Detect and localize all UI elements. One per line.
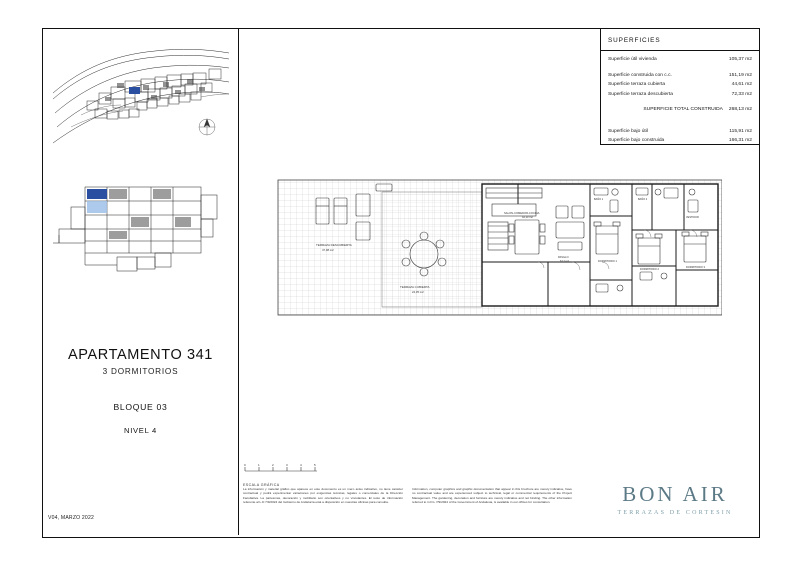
surface-label: Superficie útil vivienda — [608, 57, 657, 62]
table-row — [608, 55, 752, 65]
svg-text:24,35 m2: 24,35 m2 — [412, 290, 424, 294]
svg-text:PASILLO: PASILLO — [558, 256, 569, 259]
block-unit-secondary — [87, 201, 107, 213]
table-row — [608, 71, 752, 81]
logo-tagline: TERRAZAS DE CORTESIN — [617, 510, 733, 516]
svg-text:SALON-COMEDOR-COCINA: SALON-COMEDOR-COCINA — [504, 212, 540, 215]
surfaces-total-label: SUPERFICIE TOTAL CONSTRUIDA — [643, 107, 723, 112]
svg-text:2: 2 — [272, 463, 274, 467]
surface-value: 44,61 m2 — [731, 82, 752, 87]
svg-text:VESTIDOR: VESTIDOR — [686, 216, 699, 219]
floor-plan-drawing — [272, 170, 722, 325]
surface-label: Superficie bajo útil — [608, 128, 648, 134]
surface-label: Superficie terraza cubierta — [608, 82, 666, 87]
surface-value: 166,31 m2 — [728, 138, 752, 143]
left-column — [43, 29, 239, 535]
svg-text:TERRAZA DESCUBIERTA: TERRAZA DESCUBIERTA — [316, 243, 352, 247]
scale-bar — [243, 462, 323, 487]
table-row — [608, 80, 752, 90]
surface-label: Superficie terraza descubierta — [608, 91, 673, 97]
block-unit-highlight — [87, 189, 107, 199]
surface-value: 115,91 m2 — [729, 128, 752, 134]
svg-text:DORMITORIO 1: DORMITORIO 1 — [598, 260, 617, 263]
surface-label: Superficie bajo construida — [608, 138, 665, 143]
svg-text:BAÑO 2: BAÑO 2 — [638, 198, 648, 201]
block-label: BLOQUE 03 — [113, 402, 168, 412]
svg-text:DORMITORIO 2: DORMITORIO 2 — [640, 268, 659, 271]
table-row — [608, 90, 752, 100]
block-layout-drawing — [51, 177, 231, 282]
surfaces-title: SUPERFICIES — [608, 37, 661, 44]
svg-text:1: 1 — [258, 463, 260, 467]
svg-text:DORMITORIO 3: DORMITORIO 3 — [686, 266, 705, 269]
surfaces-rows — [608, 55, 752, 146]
legal-disclaimer-es: La información y material gráfico que aparece en este documento es un mero aviso indicativo, no tiene carácter contractual y podrá experimentar variaciones por exigencias técnicas, legales o comerciales de la Dirección Facultativa. La partesmas, decoración y mobiliario son orientativos y no vinculantes. El resto de información referente al L.D 7/9/2024 del Gobierno de Andalucía está a disposición en nuestras oficinas para consulta. — [243, 487, 403, 504]
logo-wordmark: BON AIR — [622, 482, 728, 506]
table-row — [608, 136, 752, 146]
bedrooms-label: 3 DORMITORIOS — [102, 367, 179, 376]
svg-text:4: 4 — [300, 463, 302, 467]
page-title: APARTAMENTO 341 — [68, 347, 213, 363]
svg-text:42,10 m2: 42,10 m2 — [522, 216, 533, 219]
svg-text:8,12 m2: 8,12 m2 — [560, 260, 570, 263]
level-label: NIVEL 4 — [124, 426, 157, 435]
svg-text:47,98 m2: 47,98 m2 — [322, 248, 334, 252]
title-block — [43, 347, 238, 435]
table-row — [608, 127, 752, 137]
svg-text:0: 0 — [244, 463, 246, 467]
version-label: V04, MARZO 2022 — [48, 515, 95, 521]
brand-logo — [600, 482, 750, 516]
surfaces-total-row — [608, 105, 752, 115]
site-unit-highlight — [129, 87, 140, 94]
surfaces-table — [600, 29, 759, 145]
legal-disclaimer-en: Information, computer graphics and graphic documentation that appear in this brochure are merely indicative, have no contractual value and are experienced subject to technical, legal or commercial requirements of the Project Management. The gardening, decoration and furniture are merely indicative and not binding. The other information referred to in D.L 7/9/2024 of the Government of Andalusia, is available in our offices for consultation. — [412, 487, 572, 504]
svg-text:5: 5 — [314, 463, 316, 467]
site-plan-drawing — [51, 35, 231, 165]
surface-value: 72,33 m2 — [731, 91, 752, 97]
surface-value: 151,19 m2 — [728, 72, 752, 78]
scale-label: ESCALA GRÁFICA — [243, 483, 280, 487]
surfaces-divider — [601, 50, 759, 51]
svg-text:3: 3 — [286, 463, 288, 467]
surface-label: Superficie construida con c.c. — [608, 72, 672, 78]
svg-text:TERRAZA CUBIERTA: TERRAZA CUBIERTA — [400, 285, 430, 289]
surface-value: 105,37 m2 — [728, 57, 752, 62]
surfaces-total-value: 268,13 m2 — [728, 107, 752, 112]
svg-text:BAÑO 1: BAÑO 1 — [594, 198, 604, 201]
